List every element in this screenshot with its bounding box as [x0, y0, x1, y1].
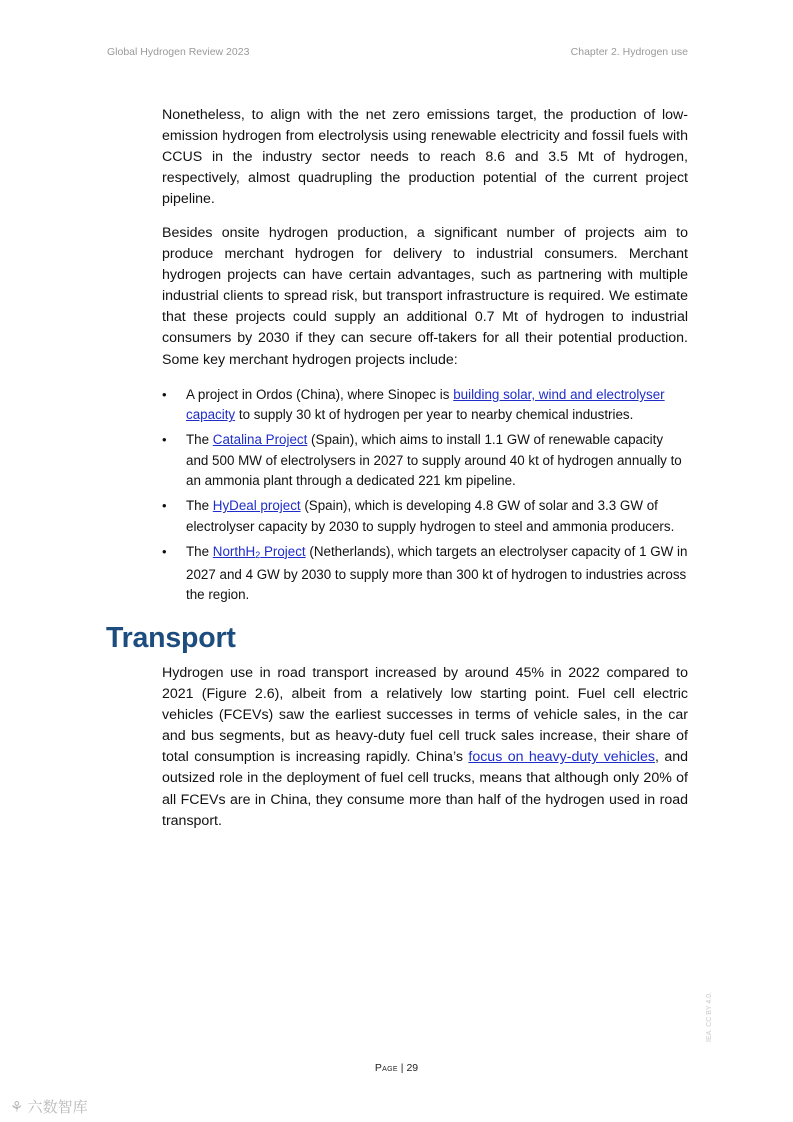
catalina-project-link[interactable]: Catalina Project	[212, 432, 308, 448]
bullet-text-post: (Netherlands), which targets an electrolyser capacity of 1 GW in 2027 and 4 GW by 2030 to supply more than 300 kt of hydrogen to industries across the region.	[186, 543, 688, 603]
sinopec-ordos-link[interactable]: building solar, wind and electrolyser capacity	[186, 387, 665, 423]
bullet-text-post: (Spain), which is developing 4.8 GW of solar and 3.3 GW of electrolyser capacity by 2030 to supply hydrogen to steel and ammonia producers.	[186, 498, 675, 534]
northh2-project-link[interactable]	[213, 544, 306, 559]
header-report-title: Global Hydrogen Review 2023	[107, 46, 250, 58]
northh2-subscript: 2	[255, 549, 261, 560]
bullet-text-pre: A project in Ordos (China), where Sinopec is	[186, 387, 454, 402]
bullet-text-pre: The	[186, 543, 213, 559]
bullet-icon: •	[162, 498, 167, 514]
body-paragraph-merchant-hydrogen: Besides onsite hydrogen production, a significant number of projects aim to produce merchant hydrogen for delivery to industrial consumers. Merchant hydrogen projects can have certain advantages, such as partnering with multiple industrial clients to spread risk, but transport infrastructure is required. We estimate that these projects could supply an additional 0.7 Mt of hydrogen to industrial consumers by 2030 if they can secure off-takers for all their potential production. Some key merchant hydrogen projects include:	[162, 225, 688, 368]
body-paragraph-transport	[162, 663, 688, 832]
bullet-text-pre: The	[186, 498, 213, 514]
merchant-projects-list	[162, 385, 688, 610]
page-number: 29	[406, 1062, 419, 1074]
license-notice: IEA. CC BY 4.0.	[706, 991, 713, 1042]
list-item	[162, 542, 688, 606]
running-header	[107, 46, 688, 62]
bullet-text-post: (Spain), which aims to install 1.1 GW of renewable capacity and 500 MW of electrolysers in 2027 to supply around 40 kt of hydrogen annually to an ammonia plant through a dedicated 221 km pipeline.	[186, 432, 682, 489]
transport-text-post: , and outsized role in the deployment of fuel cell trucks, means that although only 20% of all FCEVs are in China, they consume more than half of the hydrogen used in road transport.	[162, 749, 688, 829]
bullet-text-pre: The	[186, 432, 213, 448]
section-heading-transport: Transport	[106, 622, 236, 654]
northh2-link-text-a: NorthH	[212, 543, 256, 559]
hydeal-project-link[interactable]: HyDeal project	[212, 498, 301, 514]
bullet-icon: •	[162, 387, 167, 402]
bullet-icon: •	[162, 432, 167, 448]
header-chapter-title: Chapter 2. Hydrogen use	[570, 46, 688, 58]
northh2-link-text-b: Project	[260, 543, 306, 559]
bullet-icon: •	[162, 543, 167, 559]
page-separator: |	[397, 1062, 407, 1074]
page-footer	[0, 1062, 793, 1074]
list-item	[162, 430, 688, 491]
transport-text-pre: Hydrogen use in road transport increased by around 45% in 2022 compared to 2021 (Figure 2.6), albeit from a relatively low starting point. Fuel cell electric vehicles (FCEVs) saw the earliest successes in terms of vehicle sales, in the car and bus segments, but as heavy-duty fuel cell truck sales increase, their share of total consumption is increasing rapidly. China’s	[162, 665, 688, 766]
list-item	[162, 496, 688, 537]
bullet-text-post: to supply 30 kt of hydrogen per year to nearby chemical industries.	[235, 407, 634, 423]
page-label: Page	[374, 1062, 398, 1074]
list-item	[162, 385, 688, 426]
watermark-logo: ⚘ 六数智库	[10, 1099, 88, 1116]
heavy-duty-vehicles-link[interactable]: focus on heavy-duty vehicles	[468, 749, 655, 766]
body-paragraph-net-zero: Nonetheless, to align with the net zero emissions target, the production of low-emission hydrogen from electrolysis using renewable electricity and fossil fuels with CCUS in the industry sector needs to reach 8.6 and 3.5 Mt of hydrogen, respectively, almost quadrupling the production potential of the current project pipeline.	[162, 107, 688, 208]
